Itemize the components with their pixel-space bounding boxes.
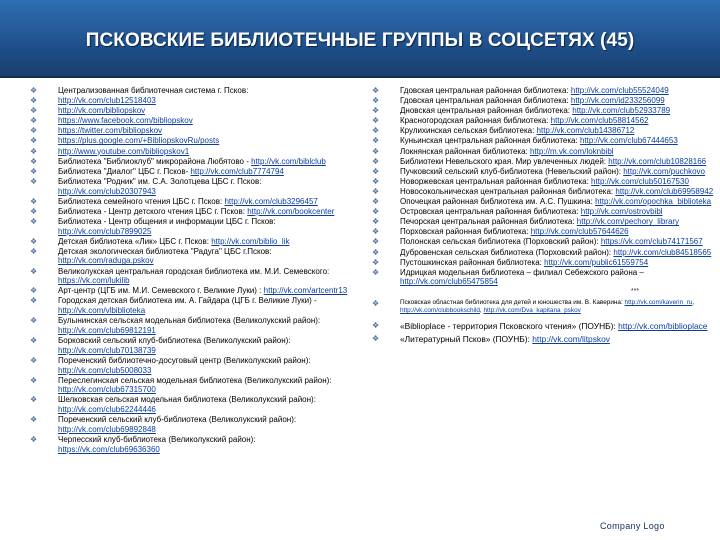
list-item <box>30 126 350 136</box>
item-text: Черпесский клуб-библиотека (Великолукский район): <box>58 434 256 444</box>
bullet-icon: ❖ <box>372 156 380 166</box>
bullet-icon: ❖ <box>372 257 380 267</box>
bullet-icon: ❖ <box>30 176 38 186</box>
item-text: Библиотеки Невельского края. Мир увлеченных людей: <box>400 156 609 166</box>
item-link[interactable]: http://vk.com/club69892848 <box>58 424 156 434</box>
bullet-icon: ❖ <box>372 136 380 146</box>
bullet-icon: ❖ <box>30 156 38 166</box>
item-text: Крулихинская сельская библиотека: <box>400 126 537 136</box>
item-text: Библиотека семейного чтения ЦБС г. Псков: <box>58 196 225 206</box>
item-text: Псковская областная библиотека для детей и юношества им. В. Каверина: <box>400 299 625 307</box>
bullet-icon: ❖ <box>372 267 380 277</box>
bullet-icon: ❖ <box>372 86 380 95</box>
list-item <box>30 247 350 266</box>
item-link[interactable]: http://vk.com/club67444653 <box>579 136 678 146</box>
list-item <box>372 177 718 187</box>
item-text: Печорская центральная районная библиотека: <box>400 217 577 227</box>
item-link[interactable]: http://vk.com/ostrovbibl <box>580 207 663 217</box>
item-text: Пореченский библиотечно-досуговый центр (Великолукский район): <box>58 355 311 365</box>
item-link[interactable]: http://vk.com/id233256099 <box>570 96 665 106</box>
list-item <box>372 187 718 197</box>
list-item <box>372 237 718 247</box>
bullet-icon: ❖ <box>372 146 380 156</box>
separator: *** <box>630 288 640 296</box>
bullet-icon: ❖ <box>30 316 38 326</box>
item-text: «Литературный Псков» (ПОУНБ): <box>400 334 533 345</box>
list-item <box>30 395 350 414</box>
bullet-icon: ❖ <box>372 321 380 331</box>
item-link[interactable]: http://vk.com/club50167530 <box>591 176 689 186</box>
item-text: Гдовская центральная районная библиотека: <box>400 96 571 106</box>
bullet-icon: ❖ <box>372 207 380 217</box>
item-link[interactable]: http://vk.com/club7899025 <box>58 226 152 236</box>
bullet-icon: ❖ <box>30 126 38 136</box>
bullet-icon: ❖ <box>372 186 380 196</box>
page-title: ПСКОВСКИЕ БИБЛИОТЕЧНЫЕ ГРУППЫ В СОЦСЕТЯХ (45) <box>85 30 635 51</box>
item-text: Булынинская сельская модельная библиотека (Великолукский район): <box>58 316 321 326</box>
bullet-icon: ❖ <box>30 116 38 126</box>
bullet-icon: ❖ <box>30 96 38 106</box>
item-link[interactable]: http://vk.com/biblioplace <box>618 321 708 332</box>
bullet-icon: ❖ <box>372 106 380 116</box>
item-link[interactable]: http://vk.com/club52933789 <box>572 106 671 116</box>
item-link[interactable]: http://www.youtube.com/bibliopskov1 <box>58 146 190 156</box>
item-link[interactable]: https://twitter.com/bibliopskov <box>58 126 163 136</box>
item-text: Детская экологическая библиотека "Радуга" ЦБС г.Псков: <box>58 246 272 256</box>
bullet-icon: ❖ <box>30 106 38 116</box>
list-item <box>372 157 718 167</box>
list-item <box>30 376 350 395</box>
bullet-icon: ❖ <box>30 336 38 345</box>
bullet-icon: ❖ <box>30 434 38 444</box>
item-text: «Biblioplace - территория Псковского чтения» (ПОУНБ): <box>400 321 619 332</box>
list-item <box>372 136 718 146</box>
list-item <box>30 96 350 106</box>
item-text: Красногородская районная библиотека: <box>400 116 551 126</box>
item-link[interactable]: http://vk.com/Dva_kapitana_pskov <box>483 307 581 315</box>
list-item <box>30 207 350 217</box>
list-item <box>372 258 718 268</box>
list-item <box>372 321 718 331</box>
bullet-icon: ❖ <box>30 266 38 276</box>
item-link[interactable]: https://vk.com/club69636360 <box>58 444 160 454</box>
bullet-icon: ❖ <box>30 415 38 425</box>
item-link[interactable]: http://vk.com/club58814562 <box>550 116 649 126</box>
bullet-icon: ❖ <box>372 237 380 247</box>
list-item <box>30 167 350 177</box>
item-link[interactable]: http://vk.com/club5008033 <box>58 365 152 375</box>
item-text: Полонская сельская библиотека (Порховский район): <box>400 237 601 247</box>
bullet-icon: ❖ <box>30 216 38 226</box>
bullet-icon: ❖ <box>372 227 380 237</box>
bullet-icon: ❖ <box>372 126 380 136</box>
list-item <box>372 227 718 237</box>
item-link[interactable]: http://vk.com/club70138739 <box>58 345 156 355</box>
item-text: Библиотека "Родник" им. С.А. Золотцева ЦБС г. Псков: <box>58 176 262 186</box>
bullet-icon: ❖ <box>30 286 38 296</box>
bullet-icon: ❖ <box>372 96 380 106</box>
item-link[interactable]: http://vk.com/opochka_biblioteka <box>595 197 712 207</box>
bullet-icon: ❖ <box>30 375 38 385</box>
item-text: Куньинская центральная районная библиотека: <box>400 136 580 146</box>
item-text: Борковский сельский клуб-библиотека (Великолукский район): <box>58 336 291 345</box>
item-link[interactable]: https://vk.com/club74171567 <box>600 237 703 247</box>
item-link[interactable]: http://vk.com/club14386712 <box>536 126 635 136</box>
item-link[interactable]: https://www.facebook.com/bibliopskov <box>58 116 193 126</box>
bullet-icon: ❖ <box>372 116 380 126</box>
list-item <box>30 136 350 146</box>
list-item <box>30 177 350 196</box>
item-link[interactable]: http://vk.com/clubbookschild <box>400 307 480 315</box>
list-item <box>372 248 718 258</box>
item-link[interactable]: http://vk.com/club3296457 <box>224 196 318 206</box>
list-item <box>372 147 718 157</box>
item-link[interactable]: http://vk.com/kaverin_ru <box>624 299 693 307</box>
item-link[interactable]: http://vk.com/litpskov <box>532 334 610 345</box>
list-item <box>30 435 350 454</box>
item-text: Переслегинская сельская модельная библиотека (Великолукский район): <box>58 375 332 385</box>
bullet-icon: ❖ <box>30 236 38 246</box>
list-item <box>372 197 718 207</box>
item-link[interactable]: http://vk.com/club55524049 <box>570 86 669 95</box>
item-text: Библиотека - Центр детского чтения ЦБС г. Псков: <box>58 206 248 216</box>
bullet-icon: ❖ <box>372 166 380 176</box>
list-item <box>30 415 350 434</box>
list-item <box>30 157 350 167</box>
list-item <box>30 116 350 126</box>
bullet-icon: ❖ <box>30 355 38 365</box>
item-link[interactable]: http://vk.com/public61559754 <box>544 257 649 267</box>
list-item <box>372 86 718 96</box>
item-link[interactable]: http://vk.com/club7774794 <box>190 166 284 176</box>
item-link[interactable]: http://vk.com/vlbiblioteka <box>58 306 146 316</box>
left-column <box>30 86 350 455</box>
bullet-icon: ❖ <box>372 247 380 257</box>
item-text: Гдовская центральная районная библиотека: <box>400 86 571 95</box>
bullet-icon: ❖ <box>30 166 38 176</box>
item-text: Пучковский сельский клуб-библиотека (Невельский район): <box>400 166 624 176</box>
item-link[interactable]: http://vk.com/club12518403 <box>58 96 156 106</box>
item-text: Детская библиотека «Лик» ЦБС г. Псков: <box>58 236 212 246</box>
item-link[interactable]: http://vk.com/club57644626 <box>530 227 629 237</box>
list-item <box>30 237 350 247</box>
list-item <box>30 286 350 296</box>
list-item <box>30 217 350 236</box>
bullet-icon: ❖ <box>30 246 38 256</box>
item-text: Опочецкая районная библиотека им. А.С. Пушкина: <box>400 197 596 207</box>
item-link[interactable]: http://vk.com/club67315700 <box>58 385 156 395</box>
item-text: Арт-центр (ЦГБ им. М.И. Семевского г. Великие Луки) : <box>58 286 264 296</box>
item-text: Библиотека "Библиоклуб" микрорайона Любятово - <box>58 156 252 166</box>
list-item <box>30 336 350 355</box>
item-link[interactable]: http://vk.com/club10828166 <box>608 156 707 166</box>
item-link[interactable]: http://vk.com/club65475854 <box>400 277 498 287</box>
list-item <box>30 197 350 207</box>
list-item <box>30 296 350 315</box>
item-text: Новоржевская центральная районная библиотека: <box>400 176 592 186</box>
item-text: Порховская районная библиотека: <box>400 227 531 237</box>
list-item <box>372 334 718 344</box>
bullet-icon: ❖ <box>372 334 380 344</box>
bullet-icon: ❖ <box>30 296 38 306</box>
item-text: Великолукская центральная городская библиотека им. М.И. Семевского: <box>58 266 330 276</box>
list-item <box>372 96 718 106</box>
item-text: Централизованная библиотечная система г. Псков: <box>58 86 249 95</box>
item-text: Дубровенская сельская библиотека (Порховский район): <box>400 247 614 257</box>
list-item <box>372 217 718 227</box>
item-text: Дновская центральная районная библиотека: <box>400 106 573 116</box>
item-link[interactable]: https://vk.com/lukilib <box>58 276 130 286</box>
item-text: Библиотека "Диалог" ЦБС г. Псков- <box>58 166 191 176</box>
right-column <box>372 86 718 347</box>
bullet-icon: ❖ <box>372 217 380 227</box>
list-item <box>30 356 350 375</box>
list-item <box>30 106 350 116</box>
item-link[interactable]: http://vk.com/raduga.pskov <box>58 256 154 266</box>
item-text: Библиотека - Центр общения и информации ЦБС г. Псков: <box>58 216 276 226</box>
item-text: Островская центральная районная библиотека: <box>400 207 581 217</box>
list-item <box>372 116 718 126</box>
item-link[interactable]: https://plus.google.com/+BibliopskovRu/posts <box>58 136 220 146</box>
item-link[interactable]: http://m.vk.com/loknbibl <box>529 146 614 156</box>
bullet-icon: ❖ <box>30 196 38 206</box>
item-text: Идрицкая модельная библиотека – филиал Себежского района – <box>400 267 644 277</box>
item-link[interactable]: http://vk.com/club84518565 <box>613 247 712 257</box>
item-link[interactable]: http://vk.com/pechory_library <box>576 217 680 227</box>
bullet-icon: ❖ <box>30 136 38 146</box>
item-link[interactable]: http://vk.com/club69812191 <box>58 325 156 335</box>
list-item <box>30 147 350 157</box>
bullet-icon: ❖ <box>30 86 38 95</box>
bullet-icon: ❖ <box>30 146 38 156</box>
list-item <box>30 267 350 286</box>
bullet-icon: ❖ <box>372 176 380 186</box>
list-item <box>372 207 718 217</box>
list-item <box>30 86 350 96</box>
list-item <box>30 316 350 335</box>
item-link[interactable]: http://vk.com/biblclub <box>251 156 326 166</box>
list-item <box>372 268 718 287</box>
item-text: Шелковская сельская модельная библиотека (Великолукский район): <box>58 395 316 405</box>
item-link[interactable]: http://vk.com/puchkovo <box>623 166 706 176</box>
title-banner <box>0 0 720 78</box>
item-text: Пореченский сельский клуб-библиотека (Великолукский район): <box>58 415 297 425</box>
bullet-icon: ❖ <box>372 299 380 309</box>
list-item <box>372 106 718 116</box>
list-item <box>372 126 718 136</box>
bullet-icon: ❖ <box>30 206 38 216</box>
item-text: Пустошкинская районная библиотека: <box>400 257 545 267</box>
item-link[interactable]: http://vk.com/artcentr13 <box>263 286 348 296</box>
item-text: Новосокольническая центральная районная библиотека: <box>400 186 616 196</box>
list-item: ❖ Псковская областная библиотека для детей и юношества им. В. Каверина: http://vk.com/kaverin_ru, http://vk.com/clubbookschild, http://vk.com/Dva_kapitana_pskov <box>372 299 695 315</box>
item-link[interactable]: http://vk.com/club20307943 <box>58 186 156 196</box>
list-item <box>372 167 718 177</box>
item-link[interactable]: http://vk.com/club62244446 <box>58 405 156 415</box>
item-text: Городская детская библиотека им. А. Гайдара (ЦГБ г. Великие Луки) - <box>58 296 317 306</box>
item-text: Локнянская районная библиотека: <box>400 146 530 156</box>
company-logo: Company Logo <box>600 521 665 531</box>
item-link[interactable]: http://vk.com/bibliopskov <box>58 106 146 116</box>
item-link[interactable]: http://vk.com/bookcenter <box>247 206 335 216</box>
item-link[interactable]: http://vk.com/club69958942 <box>615 186 714 196</box>
bullet-icon: ❖ <box>30 395 38 405</box>
bullet-icon: ❖ <box>372 197 380 207</box>
item-link[interactable]: http://vk.com/biblio_lik <box>211 236 290 246</box>
